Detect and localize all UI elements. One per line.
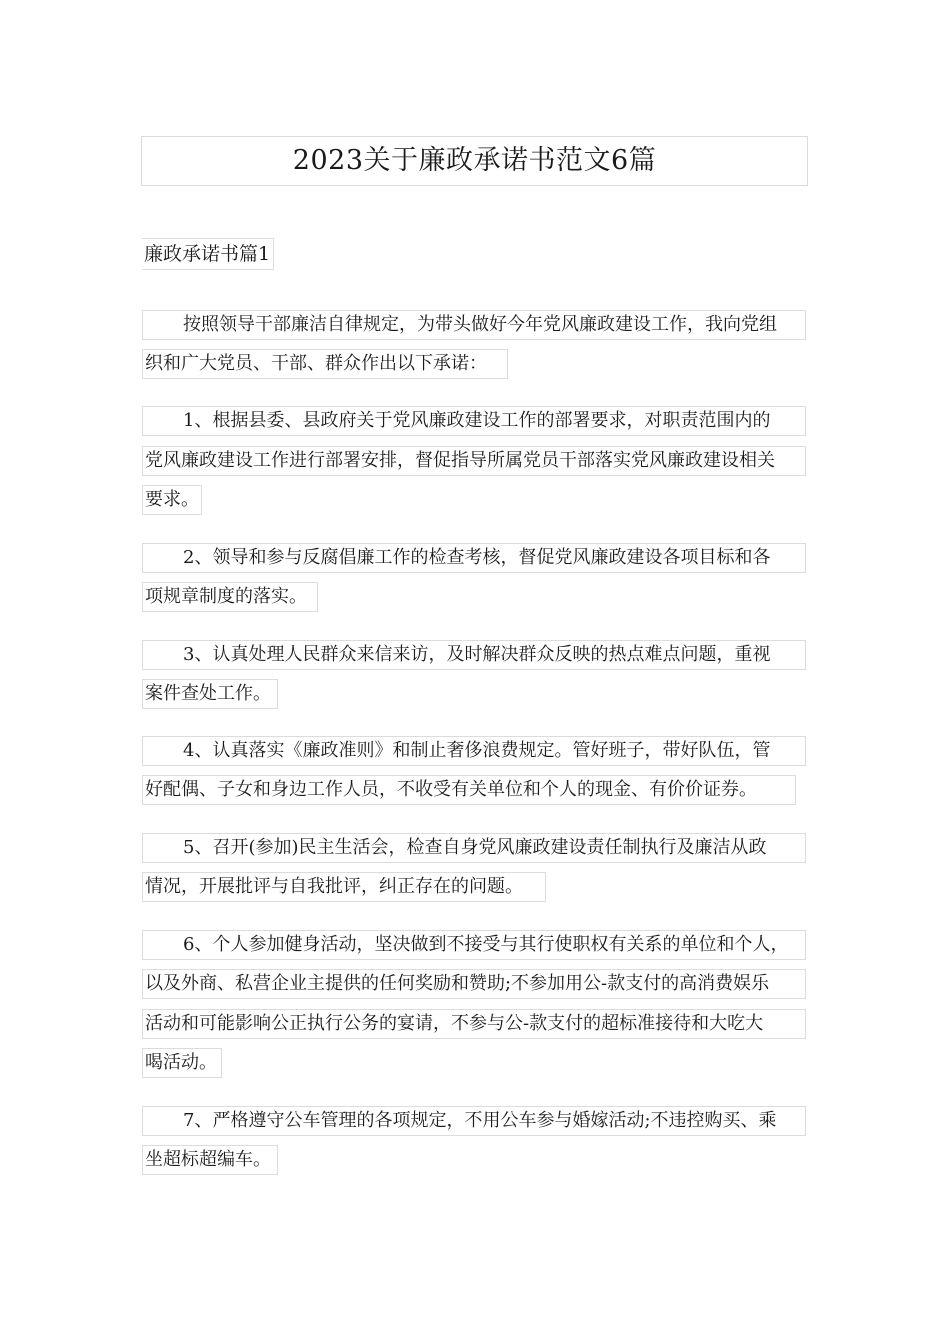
paragraph-line: 项规章制度的落实。 (142, 582, 318, 612)
paragraph-line: 情况，开展批评与自我批评，纠正存在的问题。 (142, 872, 546, 902)
paragraph-line: 活动和可能影响公正执行公务的宴请，不参与公-款支付的超标准接待和大吃大 (142, 1009, 806, 1039)
paragraph-line: 4、认真落实《廉政准则》和制止奢侈浪费规定。管好班子，带好队伍，管 (142, 736, 806, 766)
paragraph-line: 以及外商、私营企业主提供的任何奖励和赞助;不参加用公-款支付的高消费娱乐 (142, 969, 806, 999)
paragraph-line: 党风廉政建设工作进行部署安排，督促指导所属党员干部落实党风廉政建设相关 (142, 446, 806, 476)
paragraph-line: 6、个人参加健身活动，坚决做到不接受与其行使职权有关系的单位和个人， (142, 930, 806, 960)
paragraph-line: 3、认真处理人民群众来信来访，及时解决群众反映的热点难点问题，重视 (142, 640, 806, 670)
paragraph-line: 好配偶、子女和身边工作人员，不收受有关单位和个人的现金、有价价证券。 (142, 775, 796, 805)
paragraph-line: 1、根据县委、县政府关于党风廉政建设工作的部署要求，对职责范围内的 (142, 406, 806, 436)
paragraph-line: 7、严格遵守公车管理的各项规定，不用公车参与婚嫁活动;不违控购买、乘 (142, 1106, 806, 1136)
paragraph-line: 喝活动。 (142, 1048, 222, 1078)
paragraph-line: 织和广大党员、干部、群众作出以下承诺： (142, 349, 508, 379)
paragraph-line: 2、领导和参与反腐倡廉工作的检查考核，督促党风廉政建设各项目标和各 (142, 543, 806, 573)
section-heading: 廉政承诺书篇1 (142, 238, 274, 270)
paragraph-line: 案件查处工作。 (142, 679, 278, 709)
paragraph-line: 坐超标超编车。 (142, 1145, 278, 1175)
document-title: 2023关于廉政承诺书范文6篇 (141, 136, 808, 186)
paragraph-line: 要求。 (142, 485, 202, 515)
paragraph-line: 按照领导干部廉洁自律规定，为带头做好今年党风廉政建设工作，我向党组 (142, 310, 806, 340)
paragraph-line: 5、召开(参加)民主生活会，检查自身党风廉政建设责任制执行及廉洁从政 (142, 833, 806, 863)
